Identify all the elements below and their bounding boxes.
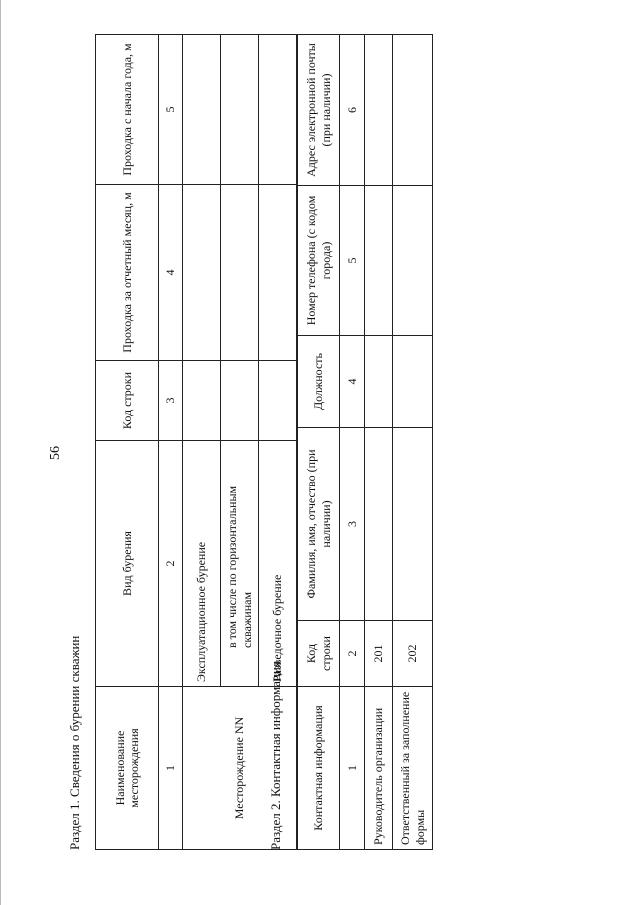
deposit-name-cell: Месторождение NN [183,687,297,850]
header-full-name: Фамилия, имя, отчество (при наличии) [298,428,340,621]
row-label-exploration: Разведочное бурение [259,441,297,687]
section1-title: Раздел 1. Сведения о бурении скважин [67,635,82,850]
header-contact-info: Контактная информация [298,687,340,850]
header-year-penetration: Проходка с начала года, м [96,35,159,185]
row-label-horizontal: в том числе по горизонтальным скважинам [221,441,259,687]
cell-empty [259,35,297,185]
col-number-3: 3 [340,428,365,621]
cell-empty [393,35,433,186]
column-number-row [159,35,183,850]
col-number-2: 2 [340,621,365,687]
cell-empty [393,186,433,336]
row-label-exploitation: Эксплуатационное бурение [183,441,221,687]
cell-empty [183,361,221,441]
col-number-4: 4 [340,336,365,428]
header-position: Должность [298,336,340,428]
cell-empty [365,336,393,428]
table-row [183,35,221,850]
cell-empty [259,185,297,361]
header-line-code: Код строки [298,621,340,687]
header-month-penetration: Проходка за отчетный месяц, м [96,185,159,361]
cell-empty [221,185,259,361]
col-number-1: 1 [340,687,365,850]
table-header-row [96,35,159,850]
cell-empty [393,428,433,621]
col-number-4: 4 [159,185,183,361]
section2-title: Раздел 2. Контактная информация [268,661,283,850]
table-row [365,35,393,850]
col-number-5: 5 [340,186,365,336]
row-label-responsible: Ответственный за заполнение формы [393,687,433,850]
row-label-director: Руководитель организации [365,687,393,850]
header-drilling-type: Вид бурения [96,441,159,687]
cell-empty [259,361,297,441]
cell-empty [221,361,259,441]
row-code-201: 201 [365,621,393,687]
header-line-code: Код строки [96,361,159,441]
col-number-5: 5 [159,35,183,185]
page-number: 56 [48,446,63,460]
column-number-row [340,35,365,850]
cell-empty [221,35,259,185]
header-deposit-name: Наименование месторождения [96,687,159,850]
col-number-3: 3 [159,361,183,441]
row-code-202: 202 [393,621,433,687]
col-number-6: 6 [340,35,365,186]
cell-empty [365,428,393,621]
contact-table [297,34,433,850]
cell-empty [365,186,393,336]
drilling-table [95,34,297,850]
table-row [393,35,433,850]
header-email: Адрес электронной почты (при наличии) [298,35,340,186]
cell-empty [183,185,221,361]
cell-empty [365,35,393,186]
cell-empty [183,35,221,185]
header-phone: Номер телефона (с кодом города) [298,186,340,336]
col-number-1: 1 [159,687,183,850]
table-header-row [298,35,340,850]
cell-empty [393,336,433,428]
col-number-2: 2 [159,441,183,687]
